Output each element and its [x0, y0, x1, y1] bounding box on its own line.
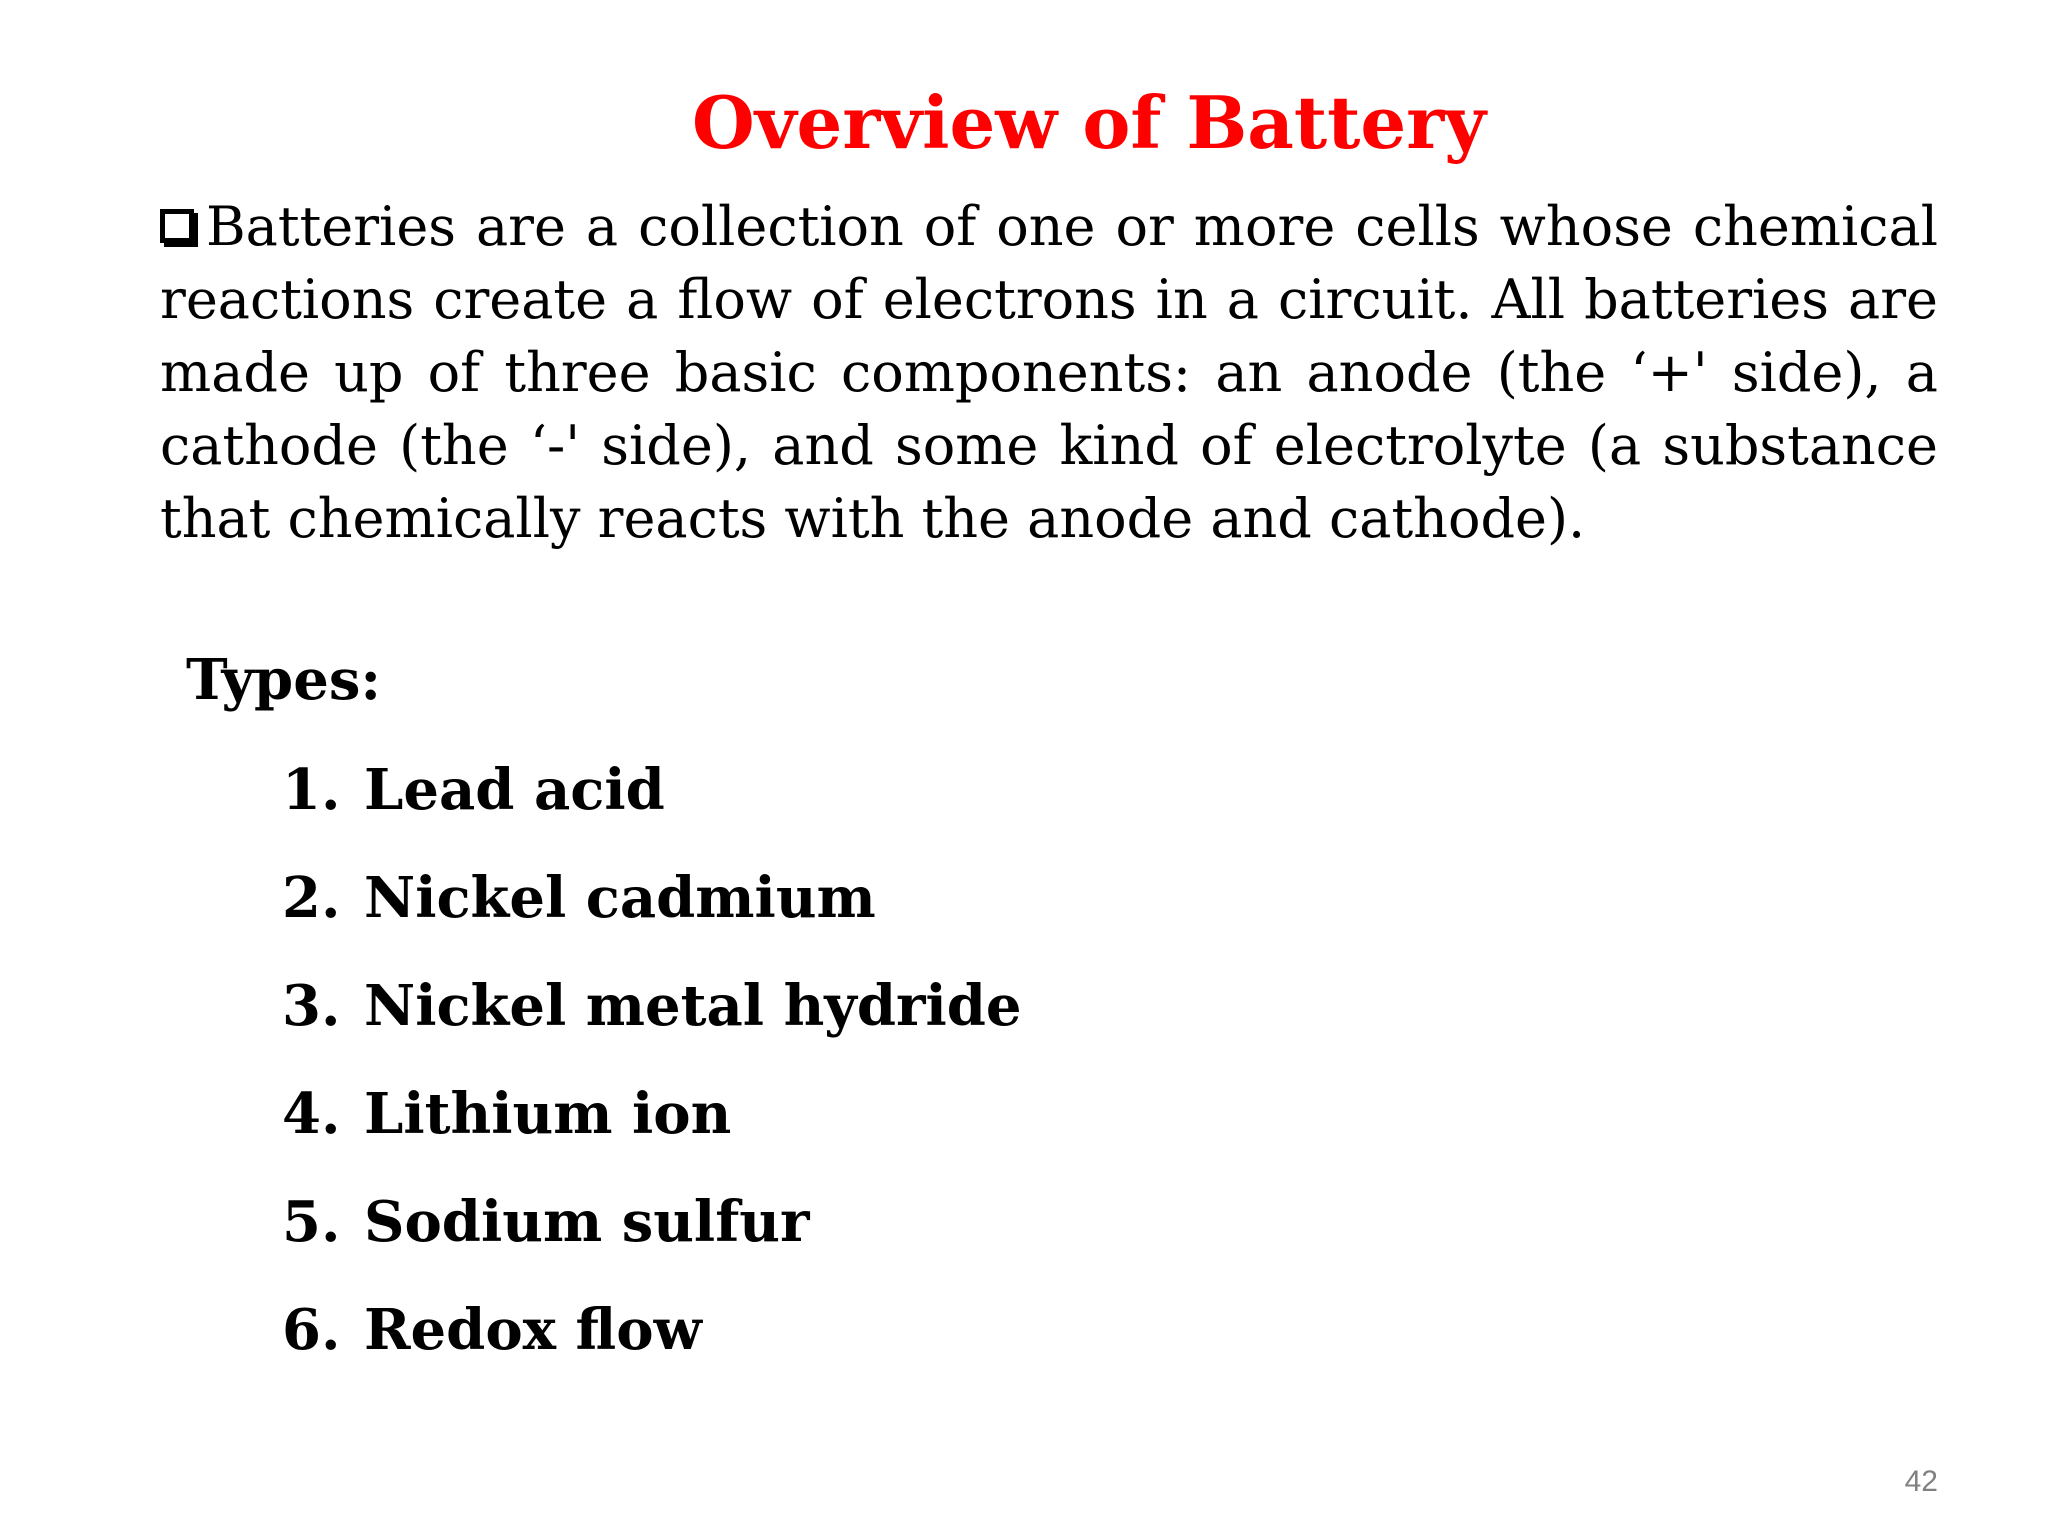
list-item	[282, 858, 1022, 966]
list-item-label: Lead acid	[364, 757, 665, 823]
list-item	[282, 1182, 1022, 1290]
list-item	[282, 1074, 1022, 1182]
list-item-label: Redox flow	[364, 1297, 702, 1363]
list-item	[282, 750, 1022, 858]
checkbox-bullet-icon	[160, 209, 194, 243]
list-item-number: 6.	[282, 1297, 341, 1363]
page-number: 42	[1904, 1465, 1938, 1498]
list-item-label: Lithium ion	[364, 1081, 732, 1147]
types-heading: Types:	[186, 647, 382, 713]
list-item-number: 3.	[282, 973, 341, 1039]
list-item-label: Sodium sulfur	[364, 1189, 810, 1255]
list-item-number: 2.	[282, 865, 341, 931]
list-item	[282, 966, 1022, 1074]
bullet-text: Batteries are a collection of one or more cells whose chemical reactions create a flow of electrons in a circuit. All batteries are made up of three basic components: an anode (the ‘+' side), a cathode (the ‘-' side), and some kind of electrolyte (a substance that chemically reacts with the anode and cathode).	[160, 195, 1938, 550]
list-item-number: 5.	[282, 1189, 341, 1255]
list-item-label: Nickel metal hydride	[364, 973, 1022, 1039]
types-list	[282, 750, 1022, 1398]
slide-title: Overview of Battery	[691, 80, 1486, 165]
list-item-number: 4.	[282, 1081, 341, 1147]
bullet-paragraph	[160, 190, 1938, 555]
list-item-label: Nickel cadmium	[364, 865, 876, 931]
list-item-number: 1.	[282, 757, 341, 823]
list-item	[282, 1290, 1022, 1398]
